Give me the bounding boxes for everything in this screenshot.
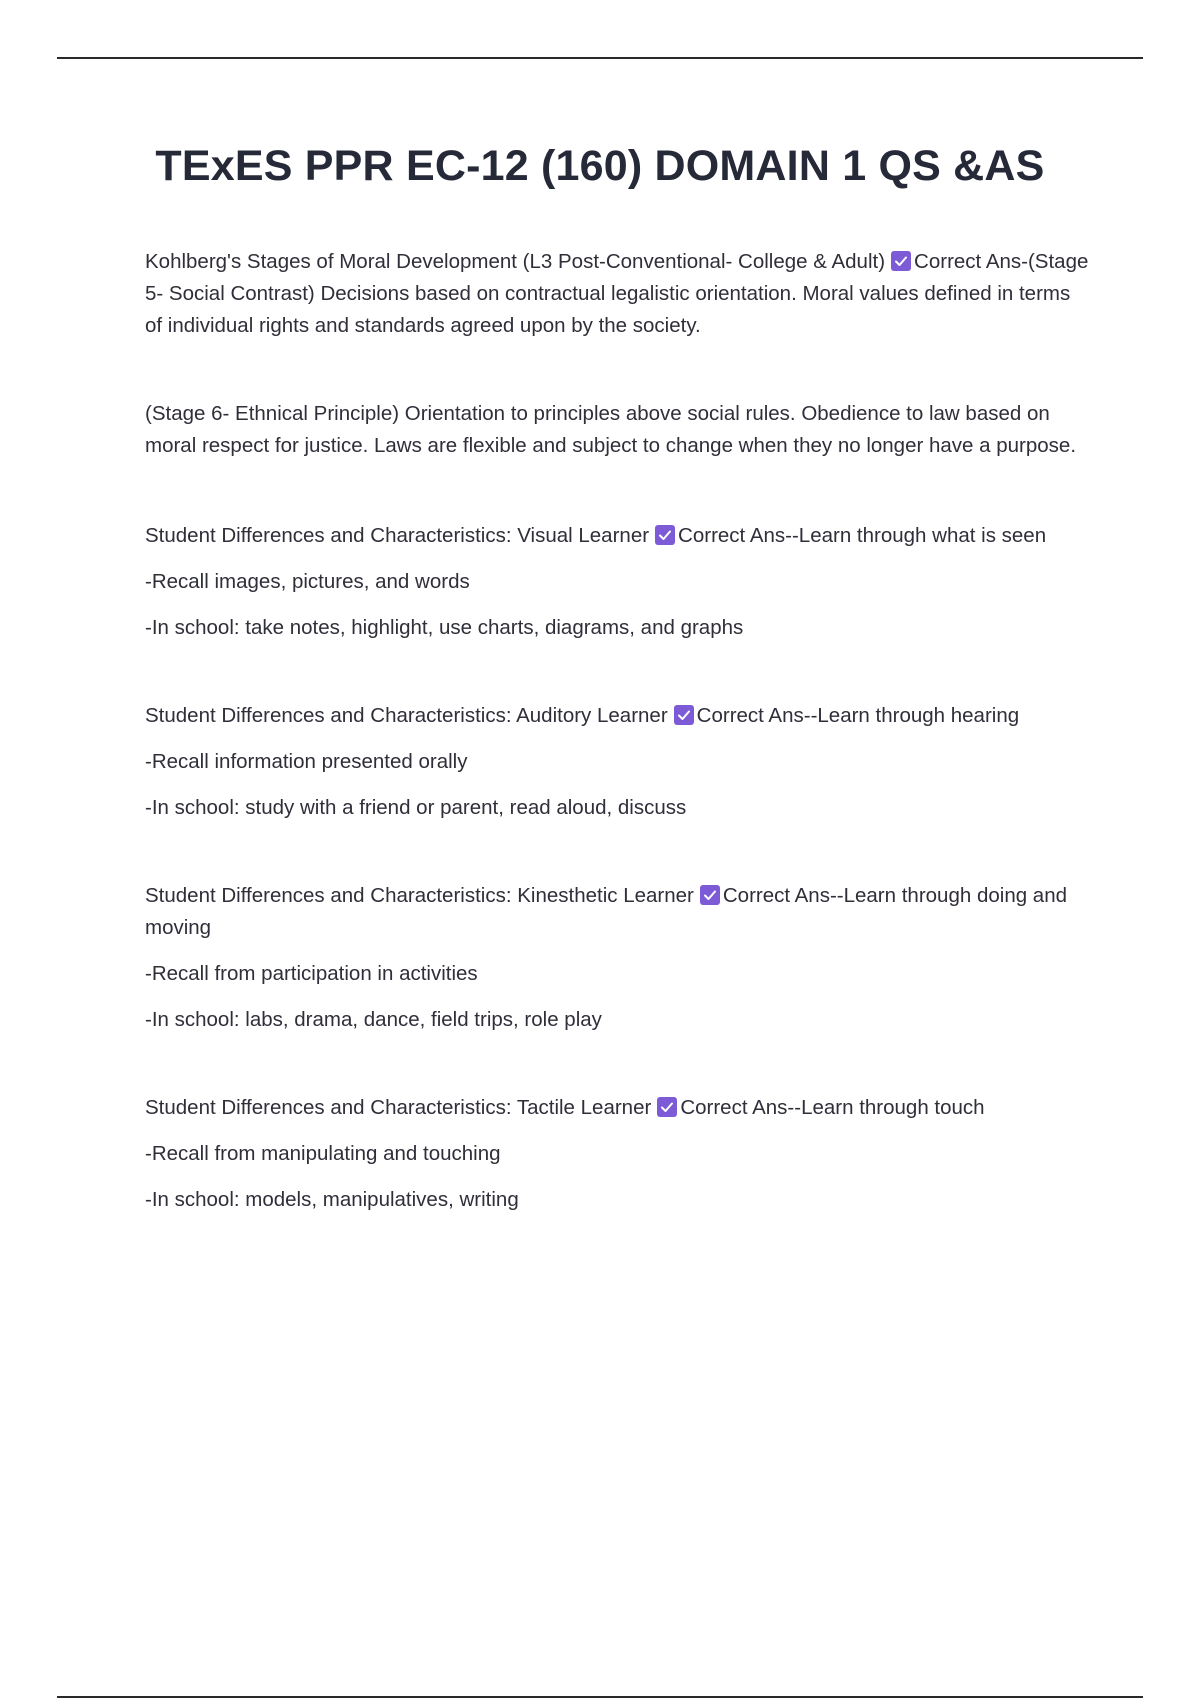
detail-line: -Recall from participation in activities: [145, 962, 478, 985]
detail-line: -Recall images, pictures, and words: [145, 570, 470, 593]
check-box-icon: [657, 1097, 677, 1117]
check-box-icon: [700, 885, 720, 905]
check-box-icon: [655, 525, 675, 545]
answer-text: Correct Ans--Learn through hearing: [696, 704, 1020, 727]
question-text: Student Differences and Characteristics: Auditory Learner: [145, 704, 668, 727]
detail-line: -Recall from manipulating and touching: [145, 1142, 501, 1165]
qa-item-kohlberg: [145, 246, 1090, 342]
answer-text: Correct Ans--Learn through touch: [680, 1096, 985, 1119]
paragraph-stage-6: (Stage 6- Ethnical Principle) Orientation to principles above social rules. Obedience to law based on moral respect for justice. Laws are flexible and subject to change when they no longer have a purpose.: [145, 402, 1077, 457]
detail-line: -In school: models, manipulatives, writing: [145, 1188, 519, 1211]
question-text: Kohlberg's Stages of Moral Development (L3 Post-Conventional- College & Adult): [145, 250, 886, 273]
document-body: [145, 246, 1090, 1216]
qa-item-tactile-learner: [145, 1092, 1090, 1124]
question-text: Student Differences and Characteristics: Kinesthetic Learner: [145, 884, 694, 907]
answer-text: Correct Ans-(Stage 5- Social Contrast) Decisions based on contractual legalistic orientation. Moral values defined in terms of individual rights and standards agreed upon by the society.: [145, 250, 1089, 337]
check-box-icon: [891, 251, 911, 271]
top-rule: [57, 57, 1143, 59]
detail-line: -In school: labs, drama, dance, field trips, role play: [145, 1008, 602, 1031]
page-title: TExES PPR EC-12 (160) DOMAIN 1 QS &AS: [155, 142, 1045, 190]
bottom-rule: [57, 1696, 1143, 1698]
answer-text: Correct Ans--Learn through what is seen: [678, 524, 1047, 547]
detail-line: -In school: study with a friend or parent, read aloud, discuss: [145, 796, 687, 819]
question-text: Student Differences and Characteristics: Tactile Learner: [145, 1096, 652, 1119]
answer-text: Correct Ans--Learn through doing and moving: [145, 884, 1068, 939]
check-box-icon: [674, 705, 694, 725]
qa-item-kinesthetic-learner: [145, 880, 1090, 944]
qa-item-auditory-learner: [145, 700, 1090, 732]
qa-item-visual-learner: [145, 520, 1090, 552]
detail-line: -Recall information presented orally: [145, 750, 468, 773]
question-text: Student Differences and Characteristics: Visual Learner: [145, 524, 650, 547]
detail-line: -In school: take notes, highlight, use charts, diagrams, and graphs: [145, 616, 744, 639]
